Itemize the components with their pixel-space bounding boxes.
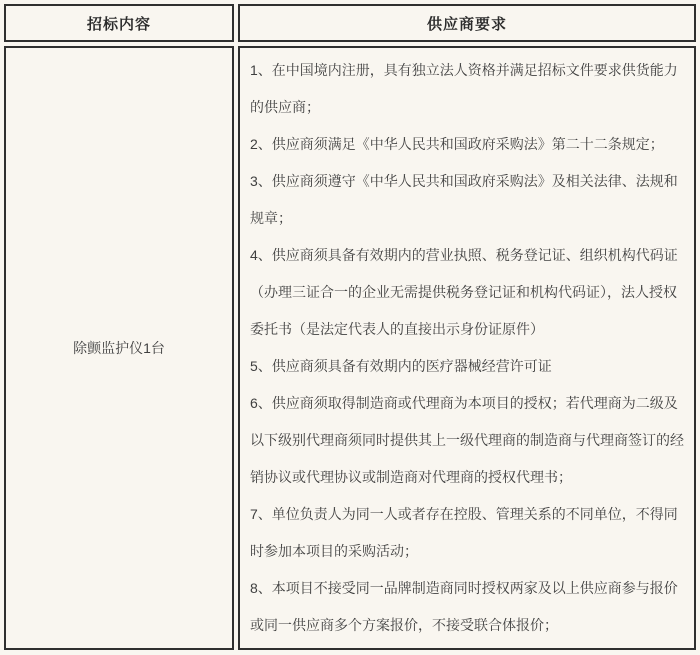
requirement-item: 7、单位负责人为同一人或者存在控股、管理关系的不同单位，不得同时参加本项目的采购活动； <box>250 506 678 559</box>
tender-content-cell: 除颤监护仪1台 <box>4 46 234 650</box>
column-header-tender-content: 招标内容 <box>4 4 234 42</box>
requirement-item: 1、在中国境内注册，具有独立法人资格并满足招标文件要求供货能力的供应商； <box>250 62 678 115</box>
requirement-item: 5、供应商须具备有效期内的医疗器械经营许可证 <box>250 358 552 374</box>
requirement-item: 3、供应商须遵守《中华人民共和国政府采购法》及相关法律、法规和规章； <box>250 173 678 226</box>
column-header-supplier-requirements: 供应商要求 <box>238 4 696 42</box>
table-row <box>4 46 696 650</box>
requirement-item: 6、供应商须取得制造商或代理商为本项目的授权；若代理商为二级及以下级别代理商须同时提供其上一级代理商的制造商与代理商签订的经销协议或代理协议或制造商对代理商的授权代理书； <box>250 395 684 485</box>
requirement-item: 2、供应商须满足《中华人民共和国政府采购法》第二十二条规定； <box>250 136 664 152</box>
supplier-requirements-cell <box>238 46 696 650</box>
requirement-item: 8、本项目不接受同一品牌制造商同时授权两家及以上供应商参与报价或同一供应商多个方案报价，不接受联合体报价； <box>250 580 678 633</box>
requirement-item: 4、供应商须具备有效期内的营业执照、税务登记证、组织机构代码证（办理三证合一的企业无需提供税务登记证和机构代码证），法人授权委托书（是法定代表人的直接出示身份证原件） <box>250 247 678 337</box>
header-row <box>4 4 696 42</box>
